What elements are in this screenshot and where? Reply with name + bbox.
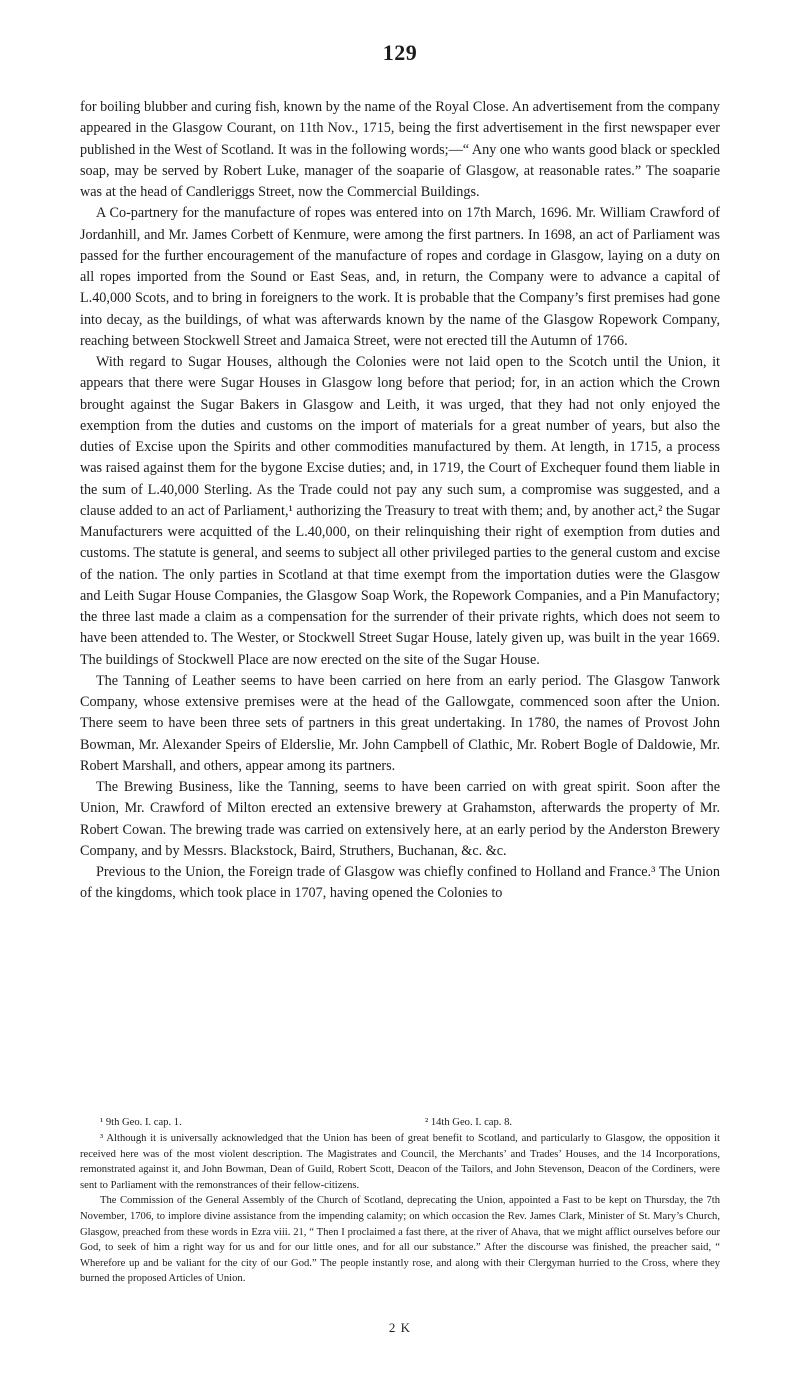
paragraph: The Tanning of Leather seems to have been carried on here from an early period. The Glasgow Tanwork Company, whose extensive premises were at the head of the Gallowgate, commenced soon after the Union. There seem to have been three sets of partners in this great undertaking. In 1780, the names of Provost John Bowman, Mr. Alexander Speirs of Elderslie, Mr. John Campbell of Clathic, Mr. Robert Bogle of Daldowie, Mr. Robert Marshall, and others, appear among its partners. [80,672,720,774]
paragraph: A Co-partnery for the manufacture of ropes was entered into on 17th March, 1696. Mr. William Crawford of Jordanhill, and Mr. James Corbett of Kenmure, were among the first partners. In 1698, an act of Parliament was passed for the further encouragement of the manufacture of ropes and cordage in Glasgow, laying on a duty on all ropes imported from the Sound or East Seas, and, in return, the Company were to advance a capital of L.40,000 Scots, and to bring in foreigners to the work. It is probable that the Company’s first premises had gone into decay, as the buildings, of what was afterwards known by the name of the Glasgow Ropework Company, reaching between Stockwell Street and Jamaica Street, were not erected till the Autumn of 1766. [80,205,720,349]
page-number: 129 [382,40,418,65]
footnote-3: ³ Although it is universally acknowledged that the Union has been of great benefit to Scotland, and particularly to Glasgow, the opposition it received here was of the most violent description. The Magistrates and Council, the Merchants’ and Trades’ Houses, and the 14 Incorporations, remonstrated against it, and John Bowman, Dean of Guild, Robert Scott, Deacon of the Tailors, and John Stevenson, Deacon of the Cordiners, were sent to Parliament with the remonstrances of their fellow-citizens. [80,1133,720,1191]
footnote-refs [80,1115,720,1131]
footnote-1: ¹ 9th Geo. I. cap. 1. [100,1117,182,1128]
signature-mark: 2 K [388,1320,412,1335]
paragraph: With regard to Sugar Houses, although the Colonies were not laid open to the Scotch until the Union, it appears that there were Sugar Houses in Glasgow long before that period; for, in an action which the Crown brought against the Sugar Bakers in Glasgow and Leith, it was urged, that they had not only enjoyed the exemption from the duties and customs on the import of materials for a great number of years, but also the duties of Excise upon the Spirits and other commodities manufactured by them. At length, in 1715, a process was raised against them for the bygone Excise duties; and, in 1719, the Court of Exchequer found them liable in the sum of L.40,000 Sterling. As the Trade could not pay any such sum, a compromise was suggested, and a clause added to an act of Parliament,¹ authorizing the Treasury to treat with them; and, by another act,² the Sugar Manufacturers were acquitted of the L.40,000, on their relinquishing their right of exemption from duties and customs. The statute is general, and seems to subject all other privileged parties to the general custom and excise of the nation. The only parties in Scotland at that time exempt from the importation duties were the Glasgow and Leith Sugar House Companies, the Glasgow Soap Work, the Ropework Companies, and a Pin Manufactory; the three last made a claim as a compensation for the surrender of their private rights, which does not seem to have been attended to. The Wester, or Stockwell Street Sugar House, lately given up, was built in the year 1669. The buildings of Stockwell Place are now erected on the site of the Sugar House. [80,354,720,668]
footnote-2: ² 14th Geo. I. cap. 8. [425,1117,513,1128]
paragraph: for boiling blubber and curing fish, known by the name of the Royal Close. An advertisement from the company appeared in the Glasgow Courant, on 11th Nov., 1715, being the first advertisement in the first newspaper ever published in the West of Scotland. It was in the following words;—“ Any one who wants good black or speckled soap, may be served by Robert Luke, manager of the soaparie of Glasgow, at reasonable rates.” The soaparie was at the head of Candleriggs Street, now the Commercial Buildings. [80,99,720,200]
footnotes [80,1115,720,1287]
main-text [80,97,720,905]
paragraph: The Brewing Business, like the Tanning, seems to have been carried on with great spirit. Soon after the Union, Mr. Crawford of Milton erected an extensive brewery at Grahamston, afterwards the property of Mr. Robert Cowan. The brewing trade was carried on extensively here, at an early period by the Anderston Brewery Company, and by Messrs. Blackstock, Baird, Struthers, Buchanan, &c. &c. [80,779,720,859]
footnote-3-continued: The Commission of the General Assembly of the Church of Scotland, deprecating the Union, appointed a Fast to be kept on Thursday, the 7th November, 1706, to implore divine assistance from the impending calamity; on which occasion the Rev. James Clark, Minister of St. Mary’s Church, Glasgow, preached from these words in Ezra viii. 21, “ Then I proclaimed a fast there, at the river of Ahava, that we might afflict ourselves before our God, to seek of him a right way for us and for our little ones, and for all our substance.” After the discourse was finished, the preacher said, “ Wherefore up and be valiant for the city of our God.” The people instantly rose, and along with their Clergyman hurried to the Cross, where they burned the proposed Articles of Union. [80,1195,720,1285]
paragraph: Previous to the Union, the Foreign trade of Glasgow was chiefly confined to Holland and France.³ The Union of the kingdoms, which took place in 1707, having opened the Colonies to [80,864,720,902]
